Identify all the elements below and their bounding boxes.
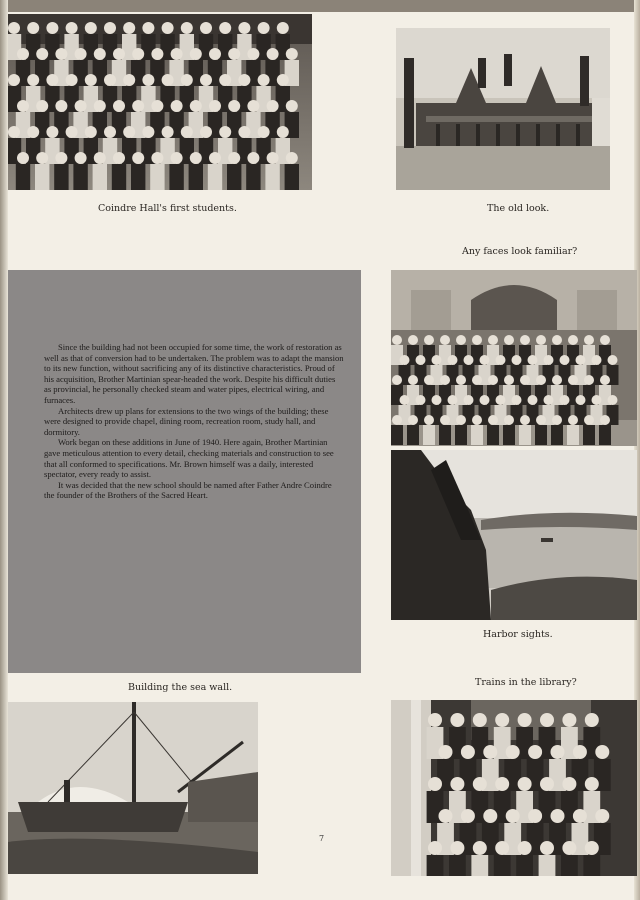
caption-faces-familiar: Any faces look familiar? <box>462 246 578 257</box>
top-shadow-band <box>0 0 640 12</box>
caption-sea-wall: Building the sea wall. <box>128 682 233 693</box>
article-paragraph: Architects drew up plans for extensions to the two wings of the building; these were designed to provide chapel, dining room, recreation room, study hall, and dormitory. <box>44 405 329 437</box>
mansion-photo <box>396 28 610 190</box>
page-number: 7 <box>319 834 325 843</box>
caption-old-look: The old look. <box>487 203 550 214</box>
group-front-building-photo <box>391 270 637 446</box>
sea-wall-boat-photo <box>8 702 258 874</box>
library-group-photo <box>391 700 637 876</box>
students-group-photo <box>8 14 312 190</box>
harbor-photo <box>391 450 637 620</box>
binding-spine <box>0 0 8 900</box>
article-paragraph: Work began on these additions in June of 1940. Here again, Brother Martinian gave meticulous attention to every detail, checking materials and construction to see that all conformed to specifications. Mr. Brown himself was a daily, interested spectator, every ready to assist. <box>44 437 334 480</box>
article-text <box>44 342 344 501</box>
caption-harbor-sights: Harbor sights. <box>483 629 553 640</box>
article-paragraph: Since the building had not been occupied for some time, the work of restoration as well as that of conversion had to be undertaken. The problem was to adapt the mansion to its new function, without sacrificing any of its distinctive characteristics. Proud of his acquisition, Brother Martinian spear-headed the work. Despite his difficult duties as provincial, he personally checked steam and water pipes, electrical wiring, and furnaces. <box>44 342 344 405</box>
article-paragraph: It was decided that the new school should be named after Father Andre Coindre the founder of the Brothers of the Sacred Heart. <box>44 479 332 501</box>
caption-trains-library: Trains in the library? <box>475 677 577 688</box>
caption-coindre-students: Coindre Hall's first students. <box>98 203 237 214</box>
